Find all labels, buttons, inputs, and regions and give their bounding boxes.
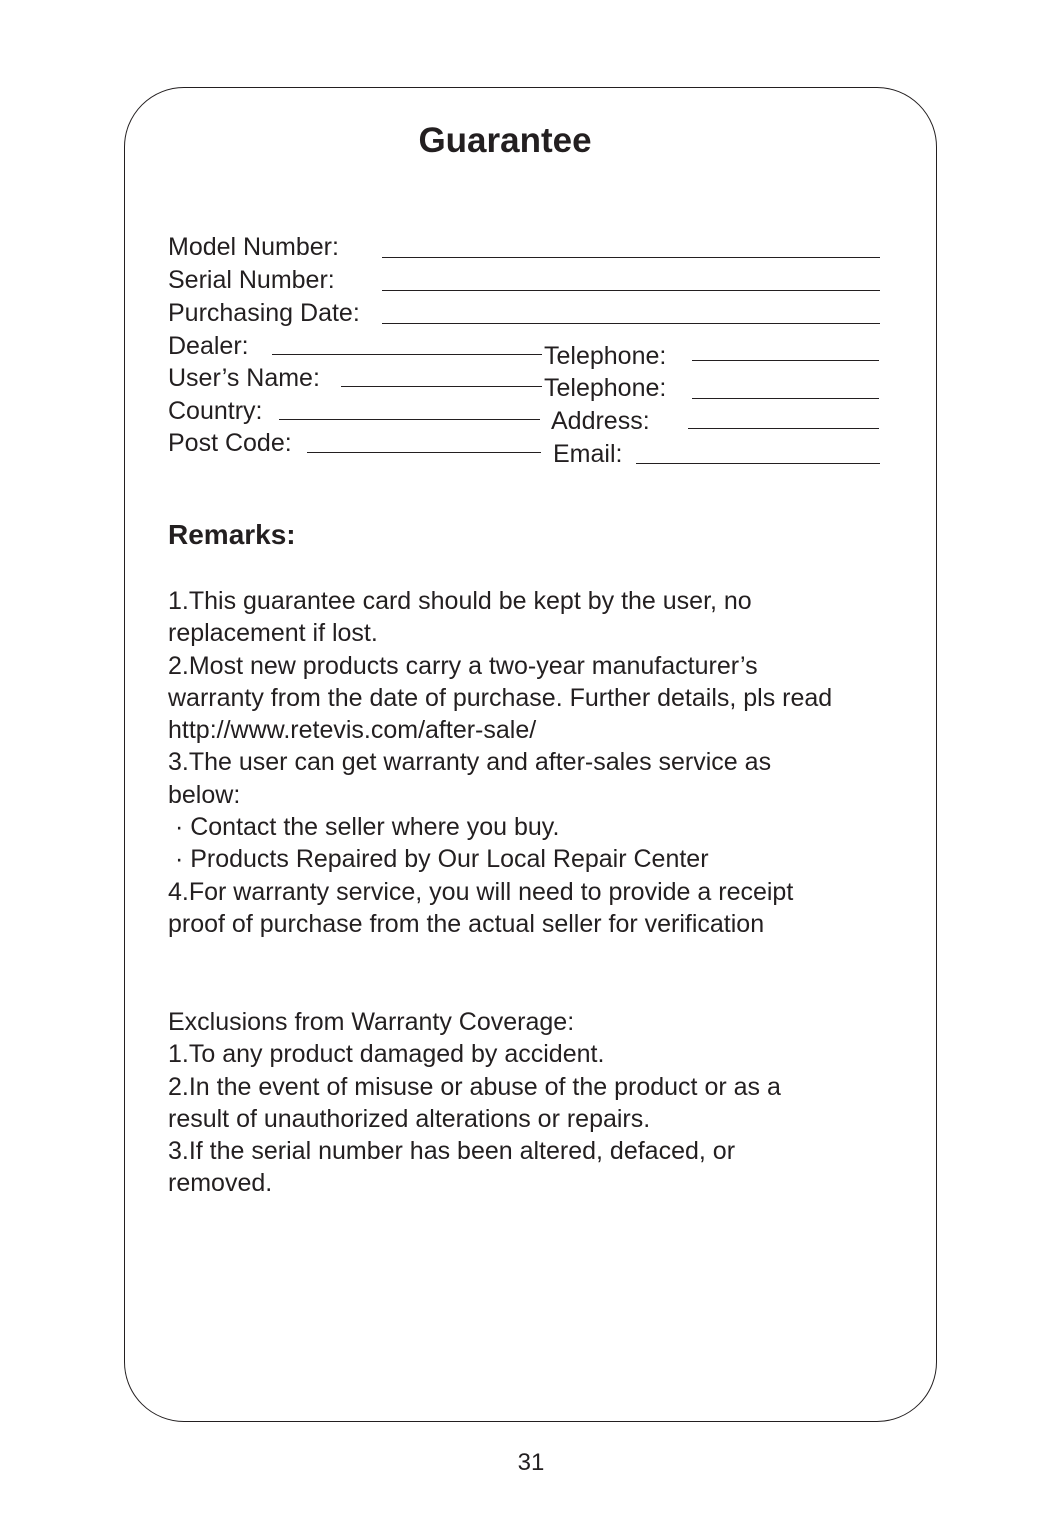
- dealer-field[interactable]: [272, 354, 542, 355]
- email-field[interactable]: [636, 463, 880, 464]
- remarks-line: below:: [168, 780, 241, 809]
- telephone-label-1: Telephone:: [544, 342, 667, 370]
- remarks-text: [168, 585, 832, 940]
- exclusions-line: 3.If the serial number has been altered, defaced, or: [168, 1137, 736, 1166]
- model-number-field[interactable]: [382, 257, 880, 258]
- dealer-label: Dealer:: [168, 332, 249, 360]
- serial-number-field[interactable]: [382, 290, 880, 291]
- remarks-line: replacement if lost.: [168, 619, 378, 648]
- telephone-field-2[interactable]: [692, 398, 879, 399]
- model-number-label: Model Number:: [168, 233, 339, 261]
- country-label: Country:: [168, 397, 263, 425]
- address-field[interactable]: [688, 428, 879, 429]
- remarks-line: warranty from the date of purchase. Further details, pls read: [168, 683, 833, 712]
- serial-number-label: Serial Number:: [168, 266, 335, 294]
- post-code-field[interactable]: [307, 452, 541, 453]
- users-name-field[interactable]: [341, 386, 542, 387]
- telephone-label-2: Telephone:: [544, 374, 667, 402]
- remarks-line: 4.For warranty service, you will need to provide a receipt: [168, 877, 794, 906]
- remarks-url-line: http://www.retevis.com/after-sale/: [168, 716, 537, 745]
- remarks-line: 1.This guarantee card should be kept by the user, no: [168, 587, 752, 615]
- remarks-line: 3.The user can get warranty and after-sales service as: [168, 748, 772, 777]
- exclusions-line: 1.To any product damaged by accident.: [168, 1040, 605, 1069]
- page-title: Guarantee: [418, 121, 592, 160]
- post-code-label: Post Code:: [168, 429, 292, 457]
- exclusions-line: removed.: [168, 1169, 273, 1198]
- telephone-field-1[interactable]: [692, 360, 879, 361]
- purchasing-date-field[interactable]: [382, 323, 880, 324]
- remarks-line: proof of purchase from the actual seller for verification: [168, 909, 765, 938]
- exclusions-line: result of unauthorized alterations or repairs.: [168, 1104, 651, 1133]
- purchasing-date-label: Purchasing Date:: [168, 299, 360, 327]
- remarks-bullet-line: · Products Repaired by Our Local Repair Center: [168, 845, 709, 874]
- remarks-heading: Remarks:: [168, 519, 296, 550]
- exclusions-text: [168, 1006, 781, 1200]
- exclusions-line: Exclusions from Warranty Coverage:: [168, 1008, 575, 1036]
- users-name-label: User’s Name:: [168, 364, 320, 392]
- country-field[interactable]: [279, 419, 540, 420]
- remarks-bullet-line: · Contact the seller where you buy.: [168, 813, 560, 842]
- exclusions-line: 2.In the event of misuse or abuse of the product or as a: [168, 1072, 781, 1101]
- page-number: 31: [517, 1449, 545, 1476]
- remarks-line: 2.Most new products carry a two-year manufacturer’s: [168, 651, 758, 680]
- email-label: Email:: [553, 440, 623, 468]
- address-label: Address:: [551, 407, 650, 435]
